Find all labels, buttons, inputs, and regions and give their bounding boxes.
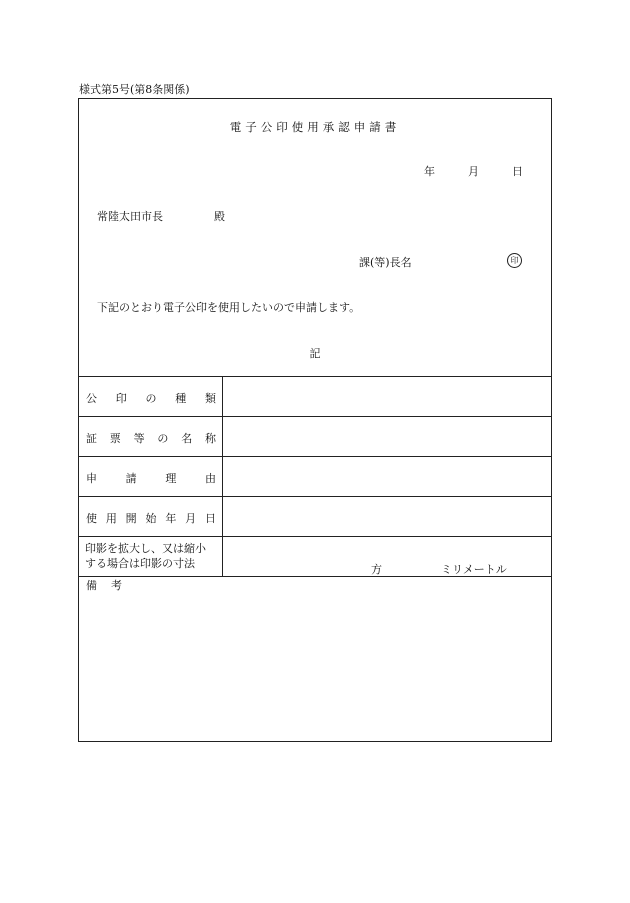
imprint-unit-mm: ミリメートル (441, 563, 507, 576)
date-month: 月 (468, 165, 479, 178)
addressee: 常陸太田市長 (97, 210, 163, 223)
reason-label: 申 請 理 由 (86, 472, 216, 485)
honorific: 殿 (214, 210, 225, 223)
form-number: 様式第5号(第8条関係) (79, 83, 190, 96)
start-date-label: 使 用 開 始 年 月 日 (86, 512, 216, 525)
table-top-rule (79, 376, 551, 377)
application-form (78, 98, 552, 742)
date-year: 年 (424, 165, 435, 178)
document-name-label: 証 票 等 の 名 称 (86, 432, 216, 445)
form-title: 電子公印使用承認申請書 (229, 120, 401, 134)
imprint-size-label: 印影を拡大し、又は縮小 する場合は印影の寸法 (85, 542, 206, 570)
row-divider (79, 456, 551, 457)
row-divider (79, 416, 551, 417)
row-divider (79, 496, 551, 497)
applicant-label: 課(等)長名 (359, 256, 412, 269)
imprint-unit-square: 方 (371, 563, 382, 576)
request-statement: 下記のとおり電子公印を使用したいので申請します。 (97, 301, 361, 314)
row-divider (79, 536, 551, 537)
seal-mark: 印 (507, 253, 522, 268)
date-line (424, 163, 523, 179)
date-day: 日 (512, 165, 523, 178)
remarks-label: 備考 (86, 579, 136, 592)
seal-type-label: 公 印 の 種 類 (86, 392, 216, 405)
ki-heading: 記 (309, 347, 321, 360)
